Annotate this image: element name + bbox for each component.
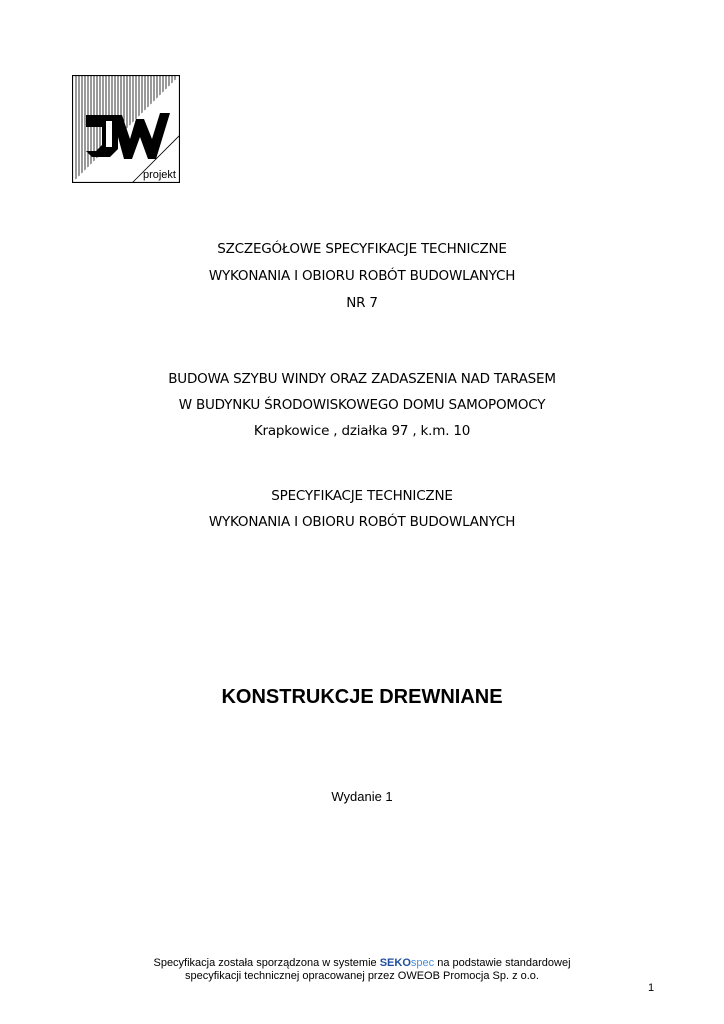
spec-line-1: SPECYFIKACJE TECHNICZNE bbox=[271, 488, 453, 504]
document-title: KONSTRUKCJE DREWNIANE bbox=[221, 686, 503, 708]
project-line-1: BUDOWA SZYBU WINDY ORAZ ZADASZENIA NAD TARASEM bbox=[168, 371, 556, 387]
footer-line-2: specyfikacji technicznej opracowanej przez OWEOB Promocja Sp. z o.o. bbox=[185, 970, 539, 982]
footer-brand-seko: SEKO bbox=[379, 957, 411, 969]
logo-text: projekt bbox=[142, 169, 176, 181]
footer-prefix: Specyfikacja została sporządzona w systemie bbox=[153, 957, 380, 969]
footer-brand-spec: spec bbox=[410, 957, 435, 969]
project-location: Krapkowice , działka 97 , k.m. 10 bbox=[253, 423, 471, 439]
jw-projekt-logo bbox=[72, 75, 180, 183]
project-line-2: W BUDYNKU ŚRODOWISKOWEGO DOMU SAMOPOMOCY bbox=[178, 397, 546, 413]
page-number: 1 bbox=[648, 982, 655, 994]
header-line-2: WYKONANIA I OBIORU ROBÓT BUDOWLANYCH bbox=[208, 268, 516, 284]
header-line-3: NR 7 bbox=[346, 295, 378, 311]
footer-suffix: na podstawie standardowej bbox=[434, 957, 571, 969]
spec-line-2: WYKONANIA I OBIORU ROBÓT BUDOWLANYCH bbox=[208, 514, 516, 530]
header-line-1: SZCZEGÓŁOWE SPECYFIKACJE TECHNICZNE bbox=[217, 241, 507, 257]
edition-label: Wydanie 1 bbox=[331, 789, 393, 804]
footer-line-1 bbox=[0, 957, 724, 969]
logo-graphic bbox=[72, 75, 180, 183]
